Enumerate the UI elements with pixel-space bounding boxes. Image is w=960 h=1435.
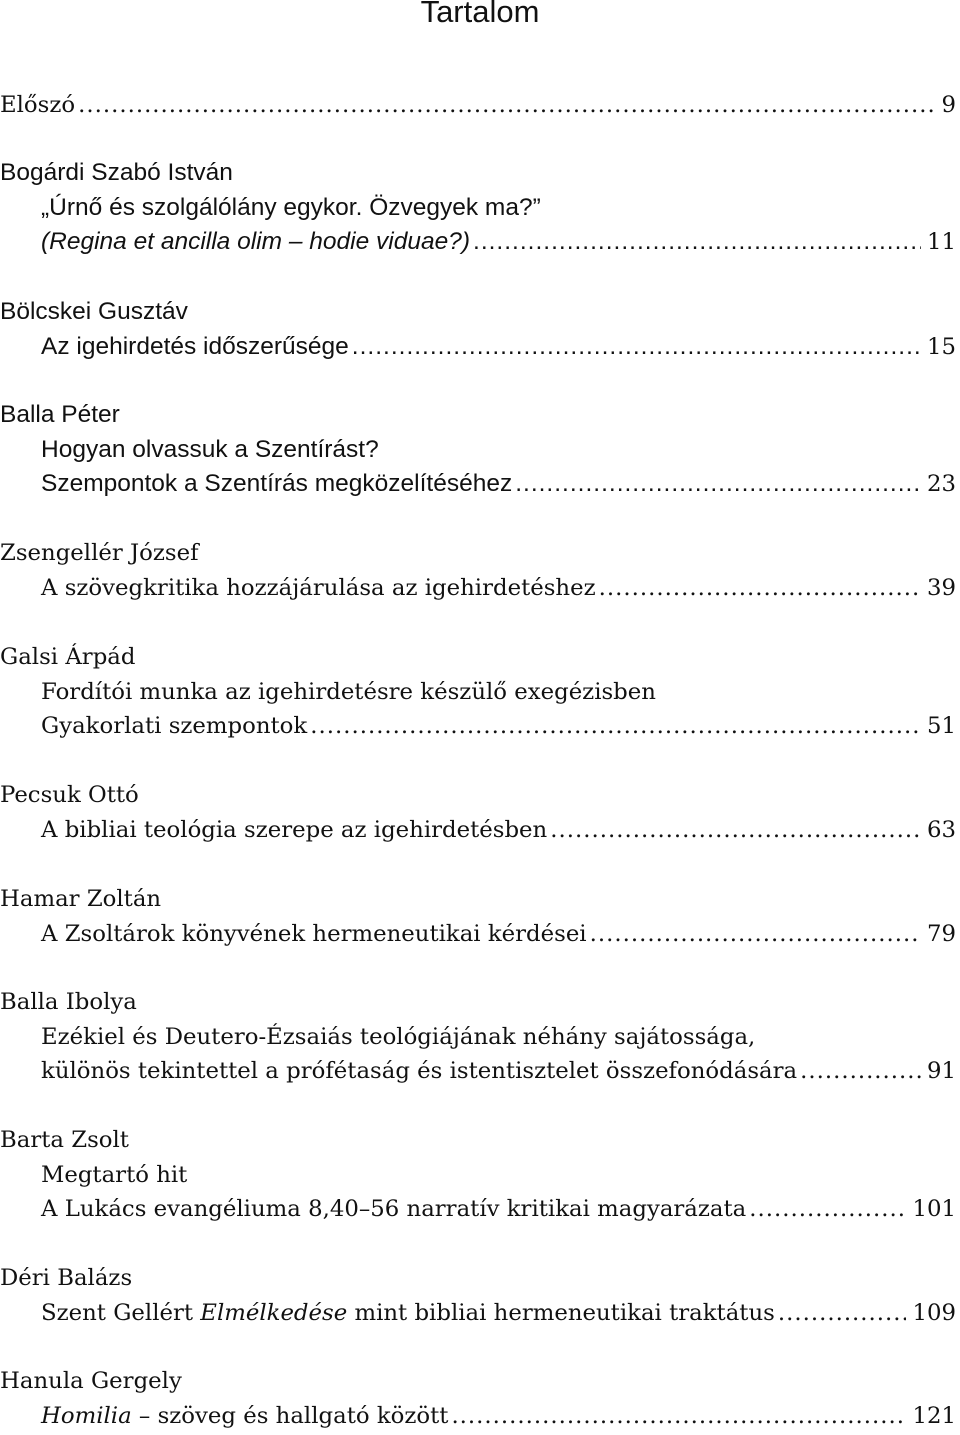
toc-entry-preface[interactable]	[0, 88, 956, 123]
toc-entry[interactable]	[0, 640, 956, 744]
toc-entry[interactable]	[0, 1123, 956, 1227]
dot-leader	[451, 1399, 906, 1434]
entry-author: Hanula Gergely	[0, 1368, 182, 1394]
dot-leader	[590, 917, 921, 952]
page-number: 109	[912, 1299, 956, 1326]
page-number: 79	[926, 920, 956, 947]
toc-entry[interactable]	[0, 1261, 956, 1330]
entry-author: Barta Zsolt	[0, 1127, 129, 1153]
toc-entry[interactable]	[0, 985, 956, 1089]
page-number: 63	[926, 816, 956, 843]
entry-title: Az igehirdetés időszerűsége	[41, 332, 349, 360]
entry-author: Zsengellér József	[0, 540, 199, 566]
dot-leader	[800, 1054, 921, 1089]
entry-title-italic: Homilia	[41, 1402, 132, 1429]
dot-leader	[352, 330, 921, 365]
entry-title: A bibliai teológia szerepe az igehirdetésben	[41, 816, 548, 843]
page-number: 11	[926, 229, 956, 256]
page-number: 39	[926, 574, 956, 601]
entry-author: Bogárdi Szabó István	[0, 159, 233, 186]
entry-author: Bölcskei Gusztáv	[0, 298, 188, 325]
entry-author: Pecsuk Ottó	[0, 782, 139, 808]
entry-title: A szövegkritika hozzájárulása az igehirdetéshez	[41, 574, 596, 601]
entry-subtitle: A Lukács evangéliuma 8,40–56 narratív kritikai magyarázata	[41, 1196, 747, 1223]
page-number: 51	[926, 713, 956, 740]
entry-title-part: Szent Gellért	[41, 1299, 201, 1326]
dot-leader	[78, 88, 935, 123]
entry-subtitle: különös tekintettel a prófétaság és istentisztelet összefonódására	[41, 1058, 798, 1085]
page-number: 15	[926, 333, 956, 360]
toc-entry[interactable]	[0, 295, 956, 364]
entry-title-part: mint bibliai hermeneutikai traktátus	[347, 1299, 775, 1326]
page-number: 121	[912, 1402, 956, 1429]
entry-author: Balla Ibolya	[0, 989, 137, 1015]
page-number: 9	[941, 92, 956, 118]
entry-subtitle: Gyakorlati szempontok	[41, 713, 308, 740]
dot-leader	[778, 1296, 907, 1331]
entry-subtitle: (Regina et ancilla olim – hodie viduae?)	[41, 228, 471, 256]
dot-leader	[473, 225, 921, 260]
entry-author: Hamar Zoltán	[0, 886, 162, 912]
page-number: 91	[926, 1058, 956, 1085]
toc-entry[interactable]	[0, 398, 956, 502]
page-title: Tartalom	[420, 0, 540, 29]
entry-title: Fordítói munka az igehirdetésre készülő exegézisben	[41, 678, 656, 705]
entry-author: Balla Péter	[0, 401, 120, 428]
toc-entry[interactable]	[0, 536, 956, 605]
entry-title: „Úrnő és szolgálólány egykor. Özvegyek ma?”	[41, 193, 541, 221]
entry-title	[41, 1296, 775, 1331]
entry-title-part: – szöveg és hallgató között	[131, 1402, 449, 1429]
page-number: 23	[926, 471, 956, 498]
entry-title-italic: Elmélkedése	[200, 1299, 348, 1326]
dot-leader	[749, 1192, 906, 1227]
page-number: 101	[912, 1196, 956, 1223]
dot-leader	[550, 813, 921, 848]
entry-title: Előszó	[0, 92, 76, 118]
entry-author: Galsi Árpád	[0, 644, 136, 670]
toc-entry[interactable]	[0, 156, 956, 260]
entry-subtitle: Szempontok a Szentírás megközelítéséhez	[41, 470, 513, 498]
entry-title: Ezékiel és Deutero-Ézsaiás teológiájának néhány sajátossága,	[41, 1023, 756, 1050]
toc-entry[interactable]	[0, 1364, 956, 1433]
entry-author: Déri Balázs	[0, 1265, 133, 1291]
entry-title	[41, 1399, 448, 1434]
dot-leader	[310, 709, 921, 744]
entry-title: Megtartó hit	[41, 1161, 188, 1188]
dot-leader	[599, 571, 921, 606]
dot-leader	[515, 467, 921, 502]
toc-entry[interactable]	[0, 778, 956, 847]
toc-entry[interactable]	[0, 882, 956, 951]
entry-title: A Zsoltárok könyvének hermeneutikai kérdései	[41, 920, 587, 947]
entry-title: Hogyan olvassuk a Szentírást?	[41, 435, 379, 463]
